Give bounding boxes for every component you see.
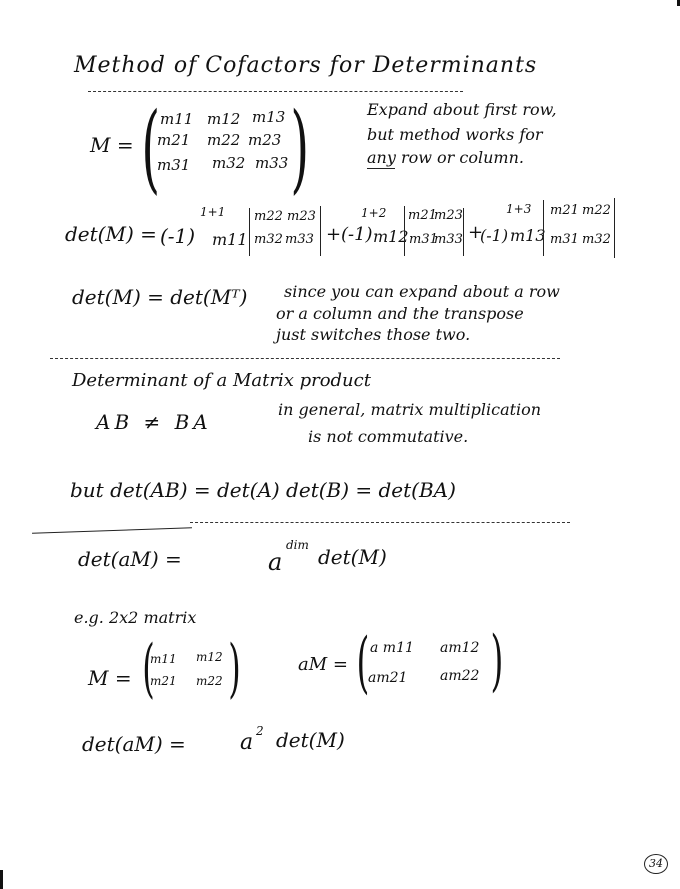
minor-cell: m21 <box>408 208 437 223</box>
final-lhs: det(aM) = <box>82 732 186 756</box>
example-m-cell: m22 <box>196 674 223 688</box>
scalar-rhs-exponent: dim <box>286 538 309 552</box>
term3-minor-bar-right <box>614 198 615 258</box>
section-divider <box>32 527 192 534</box>
matrix-cell: m32 <box>212 154 246 172</box>
scalar-lhs: det(aM) = <box>78 547 182 571</box>
example-am-cell: a m11 <box>370 640 414 656</box>
matrix-lhs: M = <box>90 133 134 157</box>
matrix-cell: m13 <box>252 108 286 126</box>
any-underline <box>367 168 395 169</box>
matrix-cell: m31 <box>157 156 191 174</box>
example-m-cell: m11 <box>150 652 177 666</box>
minor-cell: m21 <box>550 203 579 218</box>
term1-sign: (-1) <box>160 224 196 248</box>
example-m-lhs: M = <box>88 666 132 690</box>
example-am-cell: am22 <box>440 668 480 684</box>
matrix-cell: m22 <box>207 131 241 149</box>
minor-cell: m33 <box>285 232 314 247</box>
term1-exponent: 1+1 <box>200 205 226 219</box>
minor-cell: m23 <box>287 209 316 224</box>
term3-exponent: 1+3 <box>506 202 532 216</box>
term1-minor-bar-left <box>249 208 250 256</box>
transpose-equation: det(M) = det(Mᵀ) <box>72 285 248 309</box>
section-divider <box>50 358 560 359</box>
product-heading: Determinant of a Matrix product <box>72 370 371 391</box>
minor-cell: m22 <box>582 203 611 218</box>
example-am-lhs: aM = <box>298 654 348 675</box>
example-m-cell: m21 <box>150 674 177 688</box>
final-rhs-tail: det(M) <box>276 728 345 752</box>
minor-cell: m32 <box>254 232 283 247</box>
transpose-note: or a column and the transpose <box>276 304 524 323</box>
final-rhs-base: a <box>240 730 254 755</box>
plus-sign: + <box>468 222 484 243</box>
minor-cell: m23 <box>434 208 463 223</box>
term2-sign: (-1) <box>341 224 373 245</box>
matrix-cell: m11 <box>160 110 194 128</box>
matrix-cell: m12 <box>207 110 241 128</box>
expansion-lhs: det(M) = <box>65 222 157 246</box>
term1-coef: m11 <box>212 230 248 249</box>
page-number: 34 <box>644 854 668 874</box>
plus-sign: + <box>326 224 342 245</box>
section-divider <box>190 522 570 523</box>
transpose-note: since you can expand about a row <box>284 282 560 301</box>
term3-coef: m13 <box>510 226 546 245</box>
term1-minor-bar-right <box>320 206 321 256</box>
matrix-cell: m23 <box>248 131 282 149</box>
product-det-identity: but det(AB) = det(A) det(B) = det(BA) <box>70 478 456 502</box>
example-label: e.g. 2x2 matrix <box>74 608 197 627</box>
product-inequality: AB ≠ BA <box>96 410 212 434</box>
example-am-right-paren: ) <box>490 622 504 699</box>
example-am-cell: am12 <box>440 640 480 656</box>
term2-minor-bar-left <box>404 206 405 256</box>
scalar-rhs-tail: det(M) <box>318 545 387 569</box>
product-note: is not commutative. <box>308 427 469 446</box>
example-m-cell: m12 <box>196 650 223 664</box>
note-line: Expand about first row, <box>367 100 557 119</box>
minor-cell: m31 <box>550 232 579 247</box>
minor-cell: m22 <box>254 209 283 224</box>
final-rhs-exponent: 2 <box>256 724 264 738</box>
matrix-left-paren: ( <box>141 92 161 204</box>
example-m-right-paren: ) <box>228 632 241 706</box>
minor-cell: m31 <box>409 232 438 247</box>
matrix-cell: m33 <box>255 154 289 172</box>
minor-cell: m33 <box>434 232 463 247</box>
product-note: in general, matrix multiplication <box>278 400 542 419</box>
term2-minor-bar-right <box>463 208 464 256</box>
example-am-left-paren: ( <box>356 624 370 701</box>
scan-edge-mark <box>0 870 3 889</box>
term3-minor-bar-left <box>543 200 544 256</box>
term3-sign: (-1) <box>480 226 509 245</box>
example-m-left-paren: ( <box>142 632 155 706</box>
term2-exponent: 1+2 <box>361 206 387 220</box>
example-am-cell: am21 <box>368 670 408 686</box>
note-line: any row or column. <box>367 148 524 167</box>
matrix-cell: m21 <box>157 131 191 149</box>
term2-coef: m12 <box>373 227 409 246</box>
scalar-rhs-base: a <box>268 548 283 576</box>
matrix-right-paren: ) <box>290 92 310 204</box>
page-title: Method of Cofactors for Determinants <box>74 53 538 78</box>
minor-cell: m32 <box>582 232 611 247</box>
note-line: but method works for <box>367 125 543 144</box>
transpose-note: just switches those two. <box>276 325 471 344</box>
